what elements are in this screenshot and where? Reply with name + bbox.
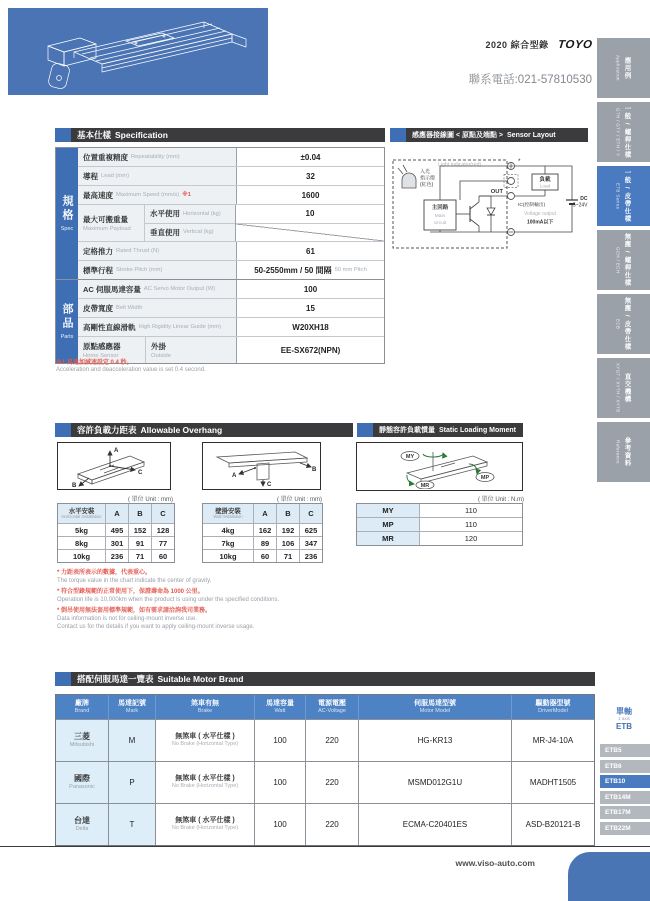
svg-text:circuit: circuit: [433, 221, 447, 226]
series-item-etb14m[interactable]: ETB14M: [600, 791, 650, 804]
col-header: A: [105, 504, 128, 523]
product-drawing: [8, 8, 268, 95]
section-title-zh: 基本仕樣: [77, 130, 112, 140]
sidebar-tab-ecb[interactable]: [597, 294, 650, 354]
tab-label-zh: 直交機構: [623, 373, 631, 403]
row-header: 10kg: [203, 549, 253, 562]
catalog-title: [400, 38, 592, 51]
blue-accent: [357, 423, 373, 437]
svg-text:MR: MR: [420, 483, 430, 489]
spec-row-repeatability: 位置重複精度 Repeatability (mm) ±0.04: [78, 148, 384, 166]
tab-label-en: ETB Series: [615, 182, 621, 210]
spec-value: 61: [236, 242, 384, 260]
cell: 236: [299, 549, 322, 562]
motor-table-header: 廠牌 Brand 馬達記號 Mark 煞車有無 Brake 馬達容量 Watt 電源電壓 AC-Voltage 伺服馬達型號 Motor Model 驅動器型號 DriverModel: [56, 695, 594, 719]
svg-text:5~24V: 5~24V: [572, 202, 588, 209]
tab-label-zh: 無塵 / 皮帶仕樣: [623, 297, 631, 351]
svg-text:Main: Main: [434, 214, 446, 219]
spec-value: 100: [236, 280, 384, 298]
cell: 77: [151, 536, 174, 549]
spec-row-payload: 最大可搬重量 Maximum Payload 水平使用 Horizontal (kg) 垂直使用 Vertical (kg) 10: [78, 204, 384, 241]
parts-group-label: [56, 280, 78, 363]
section-title-en: Sensor Layout: [507, 131, 556, 139]
series-nav-title: 單軸 1 axis ETB: [616, 707, 632, 732]
footnote-mark: ※1: [182, 192, 192, 198]
static-moment-figure: [356, 442, 523, 491]
cell: 91: [128, 536, 151, 549]
svg-text:B: B: [312, 467, 317, 473]
series-item-etb10[interactable]: ETB10: [600, 775, 650, 788]
cell: 60: [253, 549, 276, 562]
tab-label-en: Application: [615, 55, 621, 81]
group-label-zh: 規格: [61, 195, 73, 223]
cell: 236: [105, 549, 128, 562]
motor-row-delta: 台達 Delta T 無煞車 ( 水平仕樣 ) No Brake (Horizontal Type) 100 220 ECMA-C20401ES ASD-B20121-B: [56, 803, 594, 845]
cell: 152: [128, 523, 151, 536]
svg-text:MY: MY: [405, 454, 415, 460]
spec-row-thrust: 定格推力 Rated Thrust (N) 61: [78, 241, 384, 260]
tab-label-en: Reference: [615, 440, 621, 464]
spec-row-belt-width: 皮帶寬度 Belt Width 15: [78, 298, 384, 317]
cell: 110: [419, 504, 522, 517]
sidebar-tab-gch-ech[interactable]: [597, 230, 650, 290]
svg-text:MP: MP: [480, 475, 490, 481]
series-nav: [600, 744, 650, 835]
motor-brand-table: [55, 694, 595, 846]
cell: 495: [105, 523, 128, 536]
static-moment-table: [356, 503, 523, 546]
sidebar-tab-reference[interactable]: [597, 422, 650, 482]
tab-label-en: ECB: [615, 318, 621, 330]
spec-group-label: [56, 148, 78, 279]
sidebar-tab-gth-gty-eth[interactable]: [597, 102, 650, 162]
col-header: C: [299, 504, 322, 523]
spec-value: 10: [236, 205, 384, 223]
row-header: 7kg: [203, 536, 253, 549]
spec-value: W20XH18: [236, 318, 384, 336]
spec-row-home-sensor: 原點感應器 Home Sensor 外掛 Outside EE-SX672(NPN): [78, 336, 384, 363]
series-item-etb6[interactable]: ETB6: [600, 760, 650, 773]
cell: 60: [151, 549, 174, 562]
spec-row-stroke: 標準行程 Stroke Pitch (mm) 50-2550mm / 50 間隔 50 mm Pitch: [78, 260, 384, 279]
row-header: 4kg: [203, 523, 253, 536]
spec-section-header: [55, 128, 385, 142]
unit-label: ( 單位 Unit : N.m): [478, 497, 524, 503]
tab-label-zh: 無塵 / 螺桿仕樣: [623, 233, 631, 287]
svg-text:C: C: [138, 470, 143, 476]
svg-text:入光: 入光: [420, 169, 431, 175]
spec-row-lead: 導程 Lead (mm) 32: [78, 166, 384, 185]
spec-row-linear-guide: 高剛性直線滑軌 High Rigidity Linear Guide (mm) W20XH18: [78, 317, 384, 336]
svg-text:負載: 負載: [539, 177, 551, 183]
svg-text:Light indicator(red): Light indicator(red): [438, 162, 482, 168]
svg-text:主回路: 主回路: [431, 205, 449, 211]
blue-accent: [55, 128, 71, 142]
cell: 625: [299, 523, 322, 536]
svg-text:C: C: [267, 482, 272, 488]
row-header: 5kg: [58, 523, 105, 536]
svg-text:*: *: [518, 158, 521, 165]
svg-text:100mA以下: 100mA以下: [527, 219, 554, 226]
cell: 192: [276, 523, 299, 536]
overhang-notes: * 力距表所表示的數據，代表重心。 The torque value in the chart indicate the center of gravity. * 符合型錄規範的正常使用下，保證壽命為 1000 公里。 Operation life is 10,000km when the product is using under the specified conditions. * 倒吊使用無法套用標準規範，如有需求請洽詢我司業務。 Data information is not for ceiling-mount inverse use. Contact us for the details if you want to apply ceiling-mount inverse usage.: [57, 570, 280, 631]
spec-row-motor-output: AC 伺服馬達容量 AC Servo Motor Output (W) 100: [78, 280, 384, 298]
horizontal-install-table: 水平安裝 Horizontal Installation A B C 5kg 495 152 128 8kg 301 91 77 10kg 236 71 60: [57, 503, 175, 563]
right-sidebar-nav: [597, 38, 650, 482]
cell: 301: [105, 536, 128, 549]
blue-accent: [55, 672, 71, 686]
sidebar-tab-xy-series[interactable]: [597, 358, 650, 418]
product-drawing-panel: [8, 8, 268, 95]
row-header: MP: [357, 518, 419, 531]
section-title-en: Allowable Overhang: [140, 425, 223, 435]
tab-label-zh: 一般 / 皮帶仕樣: [623, 169, 631, 223]
svg-text:Voltage output: Voltage output: [524, 211, 556, 217]
sensor-section-header: [390, 128, 588, 142]
spec-value: ±0.04: [236, 148, 384, 166]
svg-text:OUT: OUT: [490, 189, 503, 195]
catalog-year: 2020: [485, 40, 508, 50]
group-label-en: Parts: [60, 334, 74, 340]
motor-row-mitsubishi: 三菱 Mitsubishi M 無煞車 ( 水平仕樣 ) No Brake (Horizontal Type) 100 220 HG-KR13 MR-J4-10A: [56, 719, 594, 761]
cell: 71: [128, 549, 151, 562]
svg-text:IC(控制輸出): IC(控制輸出): [518, 203, 546, 208]
contact-phone: 聯系電話:021-57810530: [468, 74, 592, 86]
series-item-etb5[interactable]: ETB5: [600, 744, 650, 757]
tab-label-zh: 一般 / 螺桿仕樣: [623, 105, 631, 159]
col-header: B: [128, 504, 151, 523]
tab-label-en: GCH / ECH: [615, 246, 621, 274]
section-title-en: Static Loading Moment: [439, 426, 516, 434]
page-header: [400, 38, 592, 87]
unit-label: ( 單位 Unit : mm): [277, 497, 322, 503]
sidebar-tab-application[interactable]: [597, 38, 650, 98]
tab-label-zh: 參考資料: [623, 437, 631, 467]
spec-value: 32: [236, 167, 384, 185]
spec-value: EE-SX672(NPN): [236, 337, 384, 363]
footer-divider: [0, 846, 650, 847]
row-header: MY: [357, 504, 419, 517]
not-applicable-cell: [236, 223, 384, 242]
website-url: www.viso-auto.com: [455, 858, 535, 868]
tab-label-en: XYGT / XYTH / XYTB: [615, 363, 621, 413]
group-label-en: Spec: [60, 226, 74, 232]
blue-accent: [390, 128, 406, 142]
unit-label: ( 單位 Unit : mm): [128, 497, 173, 503]
cell: 106: [276, 536, 299, 549]
footer-corner-decoration: [568, 852, 650, 901]
moment-section-header: [357, 423, 523, 437]
col-header: C: [151, 504, 174, 523]
svg-text:指示燈: 指示燈: [420, 175, 436, 182]
sidebar-tab-etb-series[interactable]: [597, 166, 650, 226]
spec-value: 1600: [236, 186, 384, 204]
section-title-en: Specification: [115, 130, 168, 140]
sensor-wiring-diagram: [390, 148, 588, 256]
motor-section-header: [55, 672, 595, 686]
group-label-zh: 部品: [61, 303, 73, 331]
row-header: 10kg: [58, 549, 105, 562]
svg-text:Load: Load: [539, 184, 551, 190]
section-title-zh: 靜態容許負載慣量: [379, 427, 435, 434]
tab-label-en: GTH / GTY / ETH / Y: [615, 107, 621, 157]
section-title-en: Suitable Motor Brand: [157, 674, 244, 684]
toyo-logo: TOYO: [556, 39, 593, 51]
light-indicator-icon: [402, 173, 416, 188]
col-header: B: [276, 504, 299, 523]
catalog-label: 綜合型錄: [510, 40, 549, 50]
section-title-zh: 容許負載力距表: [77, 425, 137, 435]
svg-text:(紅色): (紅色): [420, 182, 434, 188]
cell: 347: [299, 536, 322, 549]
spec-value: 15: [236, 299, 384, 317]
cell: 128: [151, 523, 174, 536]
spec-row-max-speed: 最高速度 Maximum Speed (mm/s) ※1 1600: [78, 185, 384, 204]
section-title-zh: 感應器接線圖 < 原點及端點 >: [412, 132, 504, 139]
series-item-etb17m[interactable]: ETB17M: [600, 806, 650, 819]
cell: 71: [276, 549, 299, 562]
cell: 120: [419, 532, 522, 545]
horizontal-install-figure: [57, 442, 171, 490]
wall-install-figure: [202, 442, 321, 490]
svg-text:B: B: [72, 483, 77, 488]
overhang-section-header: [55, 423, 353, 437]
tab-label-zh: 應用例: [623, 56, 631, 80]
section-title-zh: 搭配伺服馬達一覽表: [77, 674, 154, 684]
cell: 89: [253, 536, 276, 549]
svg-text:DC: DC: [580, 196, 588, 202]
series-item-etb22m[interactable]: ETB22M: [600, 822, 650, 835]
cell: 162: [253, 523, 276, 536]
svg-text:A: A: [114, 448, 119, 454]
col-header: A: [253, 504, 276, 523]
spec-footnote: ※1 馬達加減速設定 0.4 秒。 Acceleration and deacceleration value is set 0.4 second.: [56, 360, 206, 373]
spec-table: [55, 147, 385, 364]
wall-install-table: 壁掛安裝 Wall Installation A B C 4kg 162 192 625 7kg 89 106 347 10kg 60 71 236: [202, 503, 323, 563]
motor-row-panasonic: 國際 Panasonic P 無煞車 ( 水平仕樣 ) No Brake (Horizontal Type) 100 220 MSMD012G1U MADHT1505: [56, 761, 594, 803]
cell: 110: [419, 518, 522, 531]
row-header: 8kg: [58, 536, 105, 549]
svg-text:A: A: [232, 473, 237, 479]
row-header: MR: [357, 532, 419, 545]
blue-accent: [55, 423, 71, 437]
